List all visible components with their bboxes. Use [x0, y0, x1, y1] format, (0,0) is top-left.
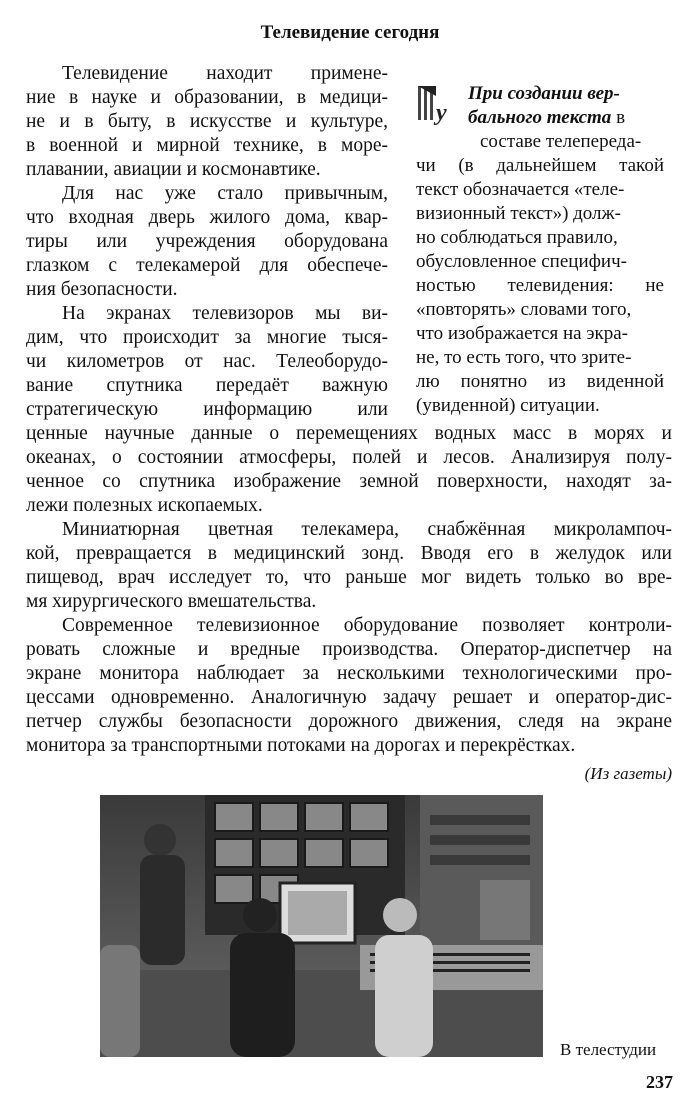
note-lead: При создании вер-	[468, 83, 620, 104]
text-line: плавании, авиации и космонавтике.	[26, 159, 321, 180]
text-line: ровать сложные и вредные производства. Оператор-диспетчер на	[26, 639, 672, 660]
note-line: (увиденной) ситуации.	[416, 395, 600, 416]
note-line: визионный текст») долж-	[416, 203, 621, 224]
text-line: дим, что происходит за многие тыся-	[26, 327, 388, 348]
text-line: кой, превращается в медицинский зонд. Вводя его в желудок или	[26, 543, 672, 564]
text-line: Современное телевизионное оборудование позволяет контроли-	[62, 615, 672, 636]
text-line: Миниатюрная цветная телекамера, снабжённая микролампоч-	[62, 519, 672, 540]
tv-studio-photo	[100, 795, 543, 1057]
note-line: составе телепереда-	[480, 131, 642, 152]
source-attribution: (Из газеты)	[584, 764, 672, 783]
text-line: в военной и мирной технике, в море-	[26, 135, 388, 156]
text-line: пищевод, врач исследует то, что раньше мог видеть только во вре-	[26, 567, 672, 588]
note-marker-icon	[416, 82, 460, 126]
svg-text:у: у	[436, 100, 447, 126]
note-line: что изображается на экра-	[416, 323, 628, 344]
text-line: экране монитора наблюдает за несколькими технологическими про-	[26, 663, 672, 684]
text-line: монитора за транспортными потоками на дорогах и перекрёстках.	[26, 735, 576, 756]
note-line: текст обозначается «теле-	[416, 179, 625, 200]
text-line: ние в науке и образовании, в медици-	[26, 87, 388, 108]
text-line: чи километров от нас. Телеоборудо-	[26, 351, 388, 372]
page-title: Телевидение сегодня	[260, 22, 440, 43]
text-line: ценные научные данные о перемещениях водных масс в морях и	[26, 423, 672, 444]
text-line: глазком с телекамерой для обеспече-	[26, 255, 388, 276]
text-line: что входная дверь жилого дома, квар-	[26, 207, 388, 228]
text-line: тиры или учреждения оборудована	[26, 231, 388, 252]
text-line: не и в быту, в искусстве и культуре,	[26, 111, 388, 132]
note-lead-bold: бального текста	[468, 107, 612, 128]
photo-caption: В телестудии	[560, 1040, 657, 1059]
note-lead-rest: в	[616, 107, 626, 128]
note-line: чи (в дальнейшем такой	[416, 155, 664, 176]
note-line: ностью телевидения: не	[416, 275, 664, 296]
text-line: стратегическую информацию или	[26, 399, 388, 420]
text-line: ния безопасности.	[26, 279, 178, 300]
note-line: не, то есть того, что зрите-	[416, 347, 632, 368]
note-line: обусловленное специфич-	[416, 251, 627, 272]
text-line: вание спутника передаёт важную	[26, 375, 388, 396]
note-line: лю понятно из виденной	[416, 371, 664, 392]
note-line: но соблюдаться правило,	[416, 227, 618, 248]
page-number: 237	[646, 1072, 673, 1092]
text-line: мя хирургического вмешательства.	[26, 591, 317, 612]
text-line: ченное со спутника изображение земной поверхности, находят за-	[26, 471, 672, 492]
text-line: На экранах телевизоров мы ви-	[62, 303, 388, 324]
note-line: «повторять» словами того,	[416, 299, 632, 320]
text-line: Для нас уже стало привычным,	[62, 183, 388, 204]
text-line: океанах, о состоянии атмосферы, полей и лесов. Анализируя полу-	[26, 447, 672, 468]
text-line: лежи полезных ископаемых.	[26, 495, 263, 516]
text-line: цессами одновременно. Аналогичную задачу решает и оператор-дис-	[26, 687, 672, 708]
text-line: петчер службы безопасности дорожного движения, следя на экране	[26, 711, 672, 732]
text-line: Телевидение находит примене-	[62, 63, 388, 84]
